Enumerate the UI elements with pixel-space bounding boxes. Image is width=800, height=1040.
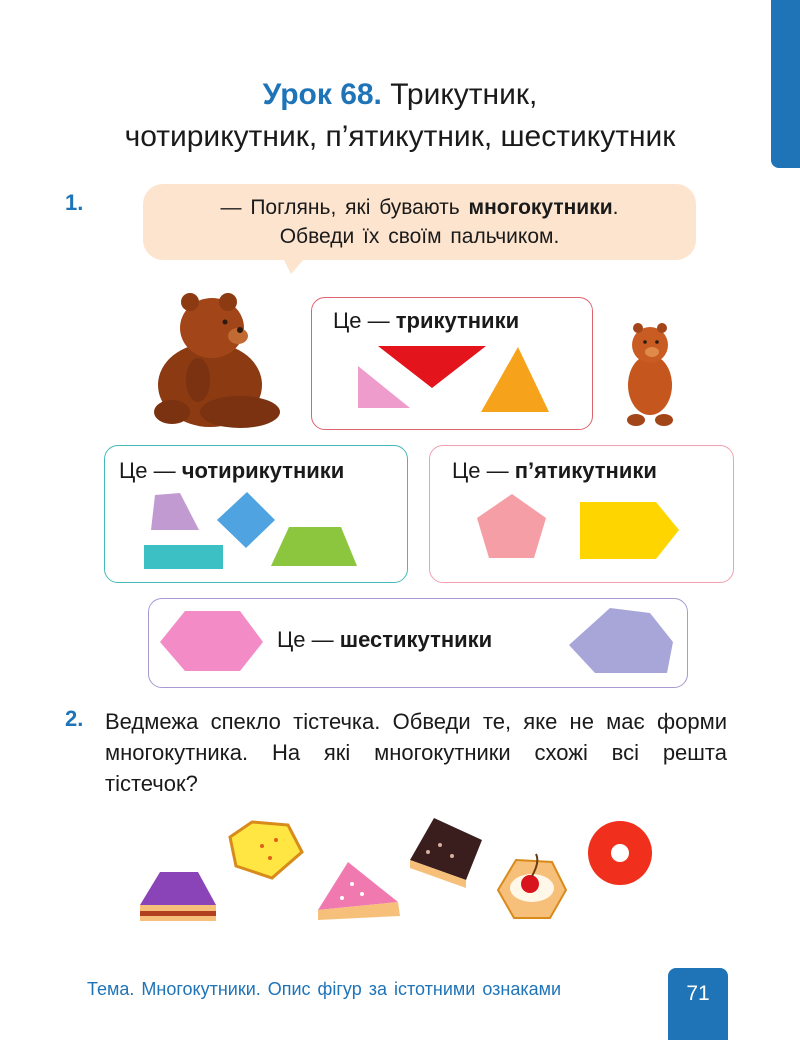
bubble-text-line2: Обведи їх своїм пальчиком.: [279, 225, 560, 248]
hexagons-label-bold: шестикутники: [339, 627, 493, 652]
chocolate-cake-illustration: [410, 818, 482, 888]
task-1-number: 1.: [65, 190, 84, 215]
yellow-pentagon: [580, 502, 679, 559]
bubble-text-pre: — Поглянь, які бувають: [220, 196, 469, 219]
page-number: 71: [668, 968, 728, 1040]
rose-pentagon: [477, 494, 546, 558]
pentagons-label-bold: п’ятикутники: [514, 458, 657, 483]
hexagons-label-pre: Це —: [277, 627, 340, 652]
small-bear-illustration: [627, 323, 673, 426]
quadrilaterals-label-bold: чотирикутники: [181, 458, 345, 483]
triangles-label-pre: Це —: [333, 308, 396, 333]
pink-triangle-cake-illustration: [318, 862, 400, 920]
triangles-label-bold: трикутники: [395, 308, 520, 333]
violet-cake-illustration: [140, 872, 216, 921]
task-2-number: 2.: [65, 706, 84, 731]
donut-cake-illustration: [588, 821, 652, 885]
lesson-number: Урок 68.: [262, 78, 382, 111]
lesson-title-line2: чотирикутник, п’ятикутник, шестикутник: [124, 120, 676, 153]
green-trapezoid: [271, 527, 357, 566]
pink-hexagon: [160, 611, 263, 671]
big-bear-illustration: [154, 293, 280, 428]
footer-topic: Тема. Многокутники. Опис фігур за істотними ознаками: [87, 979, 562, 999]
yellow-pentagon-cake-illustration: [230, 822, 302, 878]
lesson-title-line1: Трикутник,: [390, 78, 538, 111]
pentagons-label-pre: Це —: [452, 458, 515, 483]
task-2-text: Ведмежа спекло тістечка. Обведи те, яке не має форми многокутника. На які многокутники схожі всі решта тістечок?: [105, 709, 727, 796]
red-triangle: [378, 346, 486, 388]
blue-rhombus: [217, 492, 275, 548]
bubble-text-bold: многокутники: [468, 196, 613, 219]
bubble-text-post: .: [612, 196, 619, 219]
violet-quadrilateral: [151, 493, 199, 530]
lilac-hexagon: [569, 608, 673, 673]
orange-triangle: [481, 347, 549, 412]
hexagon-cherry-cake-illustration: [498, 854, 566, 918]
pink-triangle: [358, 366, 410, 408]
teal-rectangle: [144, 545, 223, 569]
quadrilaterals-label-pre: Це —: [119, 458, 182, 483]
